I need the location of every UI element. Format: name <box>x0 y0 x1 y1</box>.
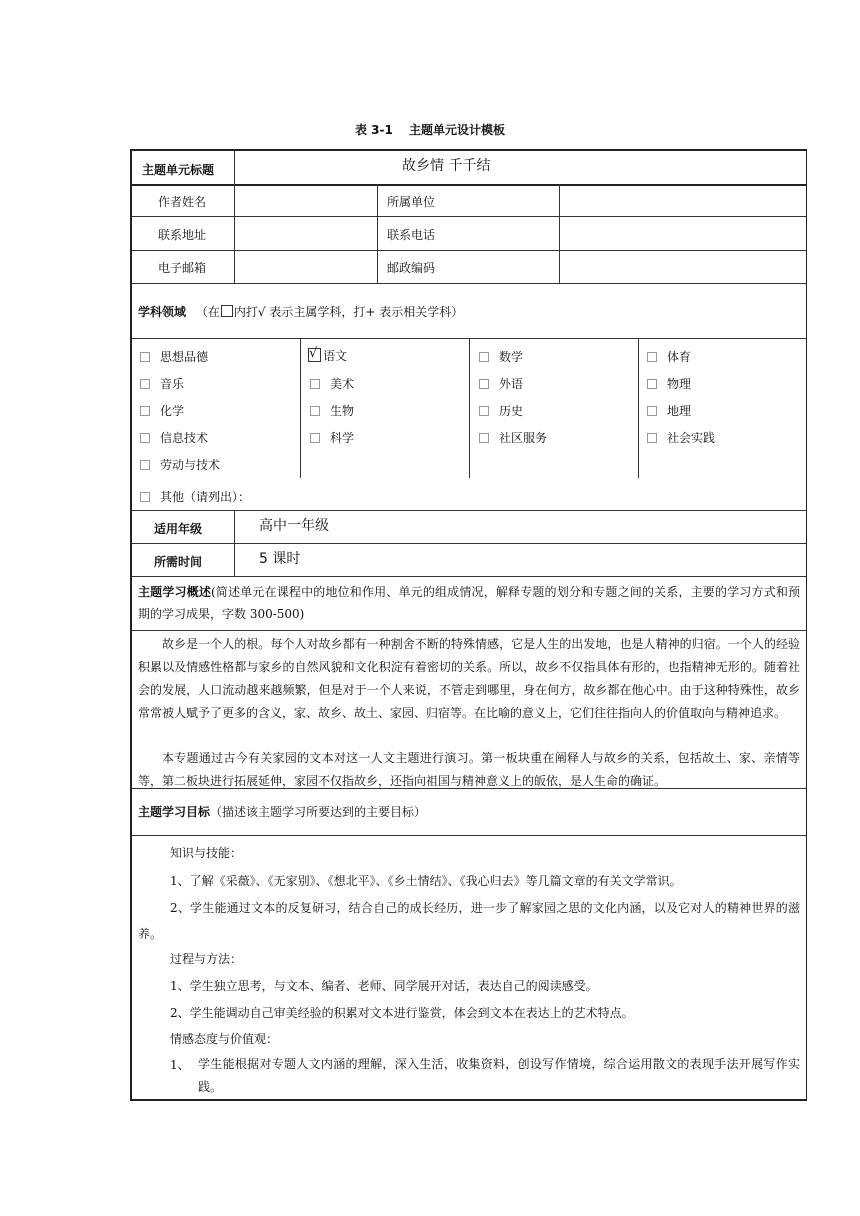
checkbox-sample-icon <box>221 305 233 317</box>
address-field[interactable] <box>236 217 376 250</box>
subject-item[interactable]: 物理 <box>647 376 691 392</box>
knowledge-item-2: 2、学生能通过文本的反复研习，结合自己的成长经历，进一步了解家园之思的文化内涵，以及它对人的精神世界的滋养。 <box>138 901 800 941</box>
checkbox-icon <box>647 352 657 362</box>
checkbox-icon <box>140 492 150 502</box>
process-item-2: 2、学生能调动自己审美经验的积累对文本进行鉴赏，体会到文本在表达上的艺术特点。 <box>170 1006 634 1020</box>
time-label: 所需时间 <box>154 555 203 569</box>
table-caption <box>0 121 860 138</box>
checkbox-icon <box>140 379 150 389</box>
process-heading: 过程与方法： <box>170 952 243 966</box>
emotion-item-number: 1、 <box>170 1058 190 1072</box>
postcode-label: 邮政编码 <box>387 261 436 275</box>
subject-item[interactable]: 社会实践 <box>647 430 715 446</box>
author-field[interactable] <box>236 185 376 216</box>
phone-field[interactable] <box>561 217 801 250</box>
checkbox-icon <box>647 433 657 443</box>
subject-item[interactable]: 历史 <box>479 403 523 419</box>
subject-item[interactable]: 体育 <box>647 349 691 365</box>
checkbox-icon <box>140 352 150 362</box>
subject-item[interactable]: 生物 <box>310 403 354 419</box>
caption-number: 表 3-1 <box>354 123 393 137</box>
subject-label: 学科领域 <box>138 305 187 319</box>
unit-field[interactable] <box>561 185 801 216</box>
subject-item[interactable]: 美术 <box>310 376 354 392</box>
subject-item[interactable]: 科学 <box>310 430 354 446</box>
checkbox-icon <box>310 406 320 416</box>
subject-item[interactable]: 思想品德 <box>140 349 208 365</box>
subject-instruction: 学科领域 （在 内打√ 表示主属学科，打+ 表示相关学科） <box>138 305 464 319</box>
knowledge-heading: 知识与技能： <box>170 846 243 860</box>
process-item-1: 1、学生独立思考，与文本、编者、老师、同学展开对话，表达自己的阅读感受。 <box>170 979 598 993</box>
phone-label: 联系电话 <box>387 228 436 242</box>
subject-item[interactable]: 化学 <box>140 403 184 419</box>
subject-item-other[interactable]: 其他（请列出）： <box>140 489 250 505</box>
checkbox-icon <box>310 433 320 443</box>
subject-item[interactable]: 地理 <box>647 403 691 419</box>
subject-item[interactable]: 外语 <box>479 376 523 392</box>
unit-design-table <box>130 149 807 1101</box>
address-label: 联系地址 <box>158 228 207 242</box>
email-label: 电子邮箱 <box>158 261 207 275</box>
subject-item-checked[interactable]: √语文 <box>308 348 347 364</box>
checkbox-icon <box>479 379 489 389</box>
title-value: 故乡情 千千结 <box>402 158 491 174</box>
checkbox-icon <box>479 433 489 443</box>
postcode-field[interactable] <box>561 251 801 283</box>
goals-heading: 主题学习目标（描述该主题学习所要达到的主要目标） <box>138 805 427 819</box>
overview-heading: 主题学习概述(简述单元在课程中的地位和作用、单元的组成情况，解释专题的划分和专题之间的关系，主要的学习方式和预期的学习成果，字数 300-500) <box>138 585 800 621</box>
overview-paragraph-2: 本专题通过古今有关家园的文本对这一人文主题进行演习。第一板块重在阐释人与故乡的关系，包括故土、家、亲情等等，第二板块进行拓展延伸，家园不仅指故乡，还指向祖国与精神意义上的皈依，是人生命的确证。 <box>138 751 800 788</box>
unit-label: 所属单位 <box>387 195 436 209</box>
subject-item[interactable]: 数学 <box>479 349 523 365</box>
knowledge-item-1: 1、了解《采薇》、《无家别》、《想北平》、《乡土情结》、《我心归去》等几篇文章的有关文学常识。 <box>170 874 682 888</box>
email-field[interactable] <box>236 251 376 283</box>
checkbox-icon <box>310 379 320 389</box>
time-value: 5 课时 <box>259 551 301 567</box>
grade-value: 高中一年级 <box>259 518 329 534</box>
author-label: 作者姓名 <box>158 195 207 209</box>
grade-label: 适用年级 <box>154 522 203 536</box>
emotion-item-1: 学生能根据对专题人文内涵的理解，深入生活，收集资料，创设写作情境，综合运用散文的表现手法开展写作实践。 <box>198 1057 800 1094</box>
checkbox-icon <box>647 406 657 416</box>
check-mark-icon <box>308 348 321 362</box>
subject-item[interactable]: 社区服务 <box>479 430 547 446</box>
checkbox-icon <box>140 406 150 416</box>
caption-title: 主题单元设计模板 <box>409 123 506 137</box>
emotion-heading: 情感态度与价值观： <box>170 1032 279 1046</box>
checkbox-icon <box>140 460 150 470</box>
checkbox-icon <box>479 352 489 362</box>
subject-item[interactable]: 音乐 <box>140 376 184 392</box>
checkbox-icon <box>479 406 489 416</box>
title-label: 主题单元标题 <box>142 163 215 177</box>
checkbox-icon <box>140 433 150 443</box>
subject-item[interactable]: 信息技术 <box>140 430 208 446</box>
overview-paragraph-1: 故乡是一个人的根。每个人对故乡都有一种割舍不断的特殊情感，它是人生的出发地，也是人精神的归宿。一个人的经验积累以及情感性格都与家乡的自然风貌和文化积淀有着密切的关系。所以，故乡不仅指具体有形的，也指精神无形的。随着社会的发展，人口流动越来越频繁，但是对于一个人来说，不管走到哪里，身在何方，故乡都在他心中。由于这种特殊性，故乡常常被人赋予了更多的含义，家、故乡、故土、家园、归宿等。在比喻的意义上，它们往往指向人的价值取向与精神追求。 <box>138 637 800 720</box>
subject-item[interactable]: 劳动与技术 <box>140 457 220 473</box>
checkbox-icon <box>647 379 657 389</box>
